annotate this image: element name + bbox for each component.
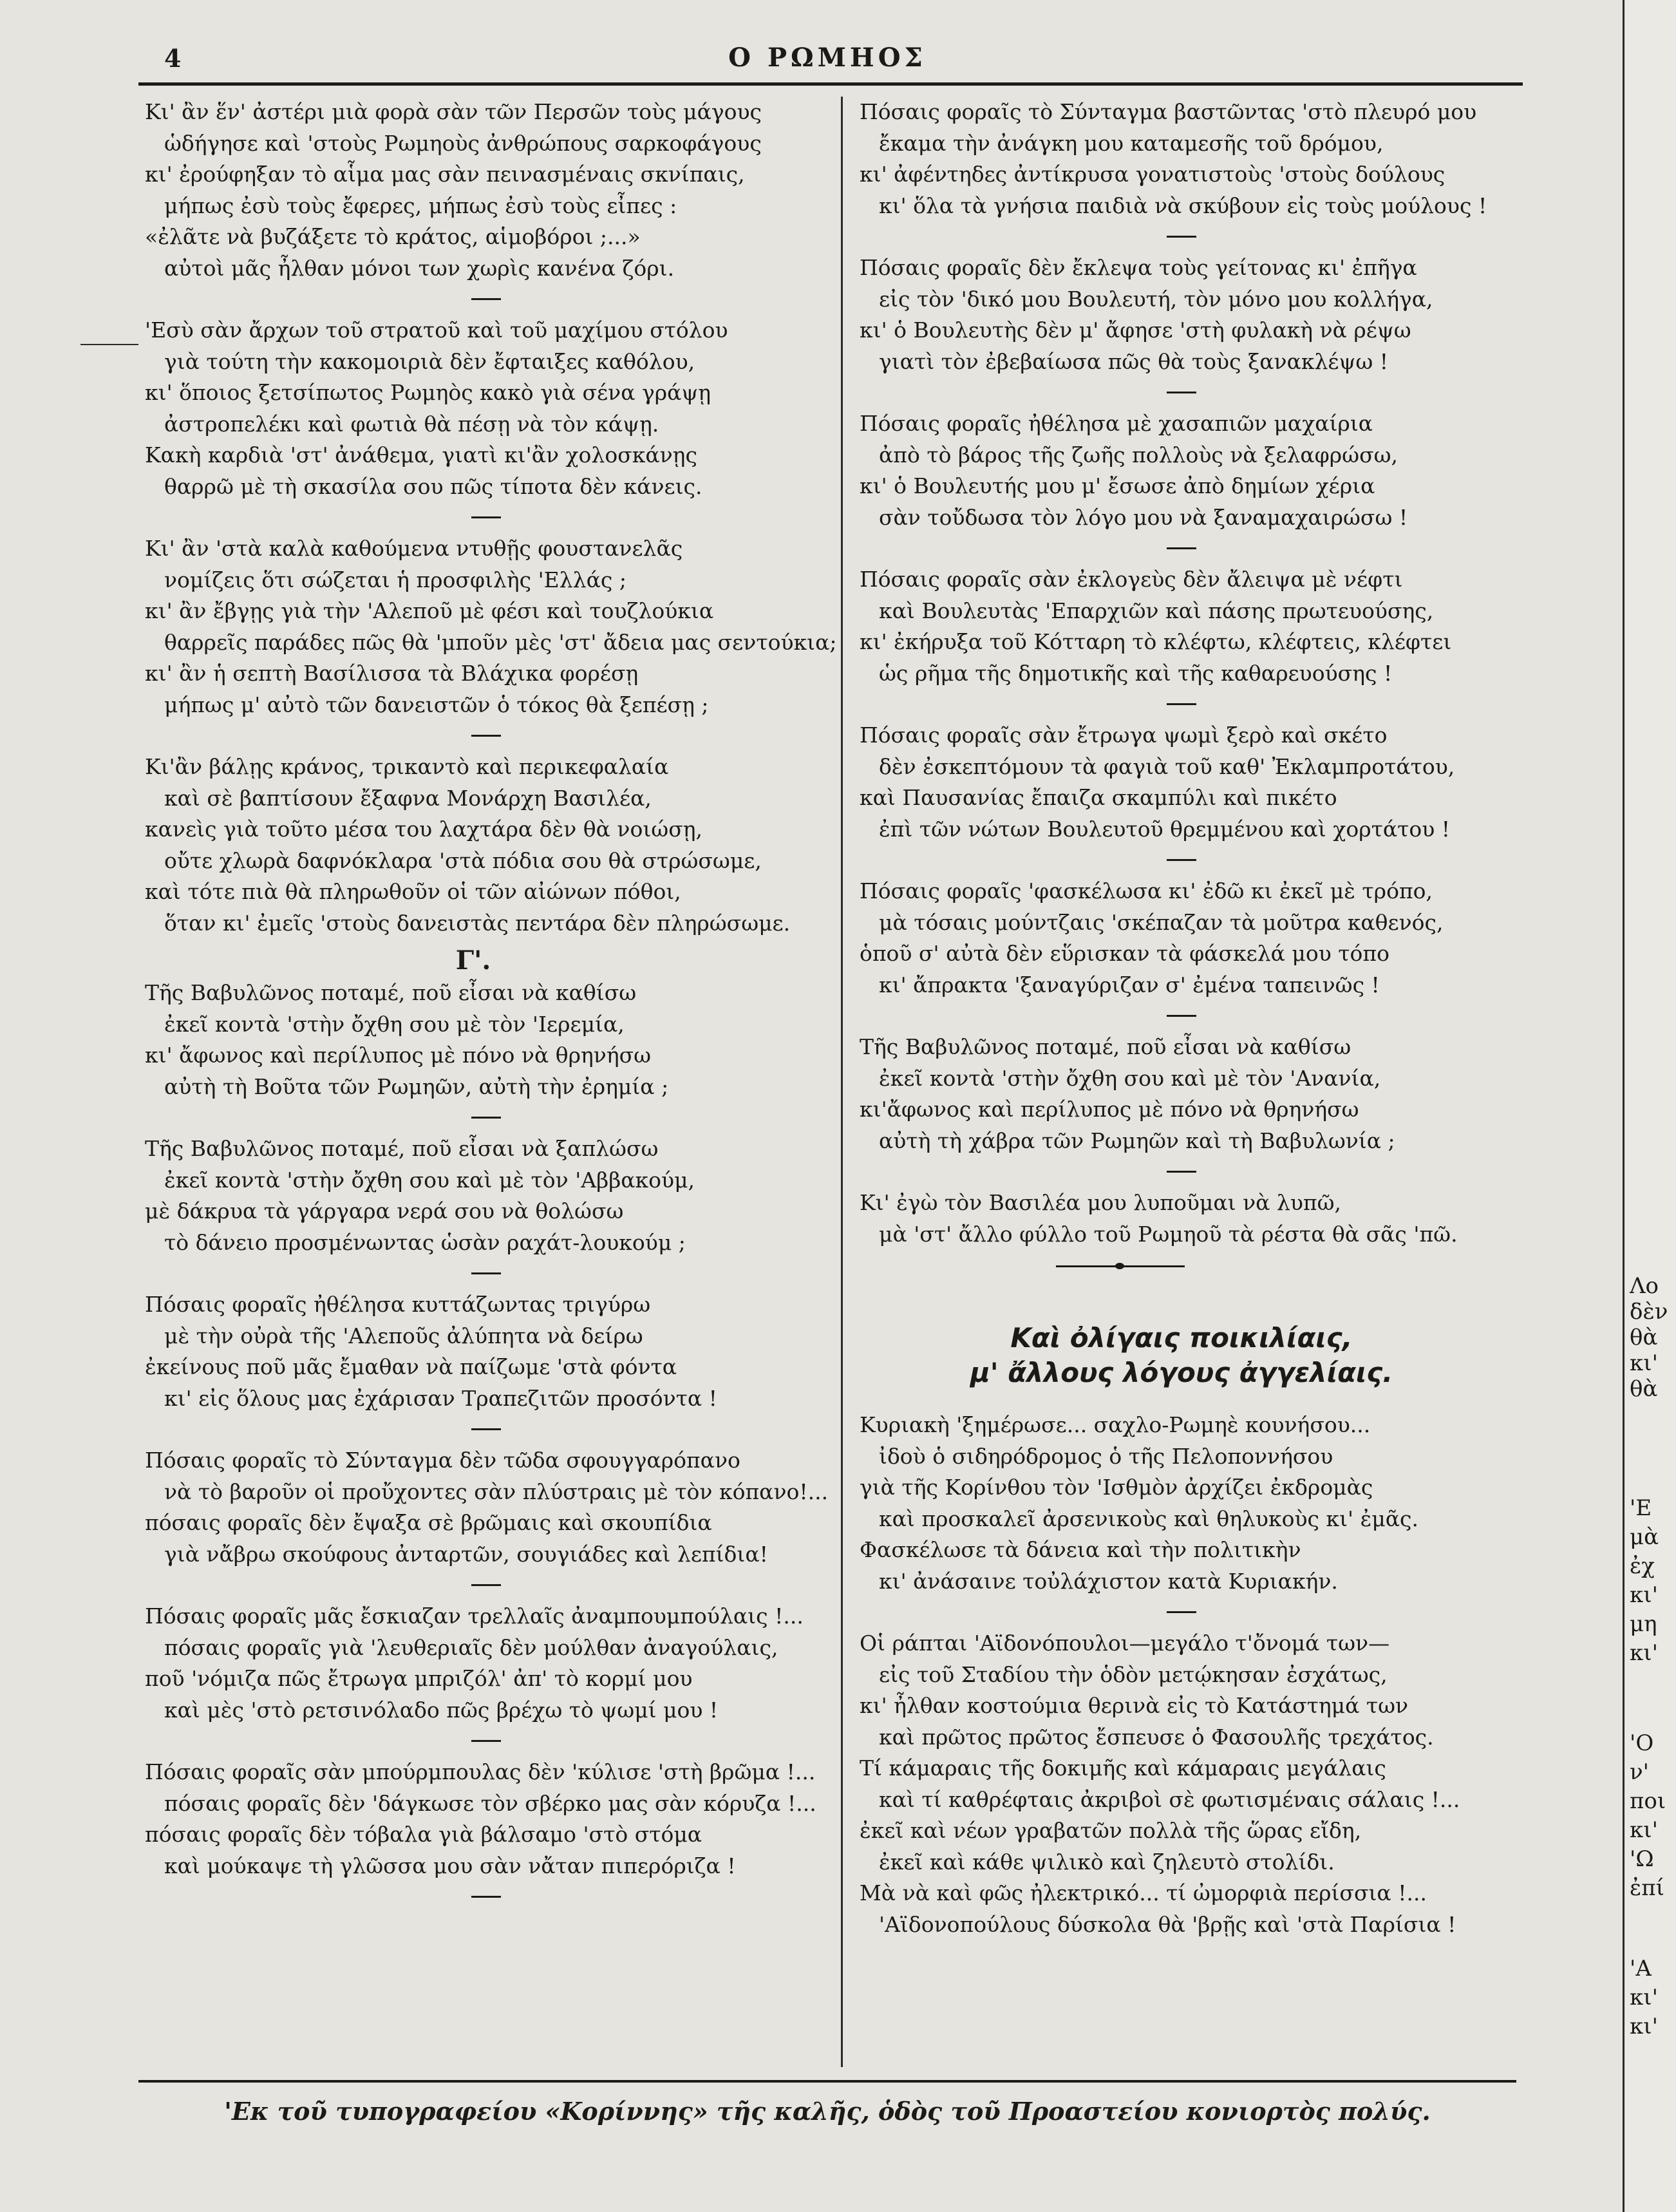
adjacent-text-fragment: ν' xyxy=(1630,1759,1650,1785)
adjacent-text-fragment: θὰ xyxy=(1630,1325,1658,1350)
verse-line: κι' ἦλθαν κοστούμια θερινὰ εἰς τὸ Κατάστημά των xyxy=(860,1693,1409,1718)
verse-line: Κι' ἐγὼ τὸν Βασιλέα μου λυποῦμαι νὰ λυπῶ, xyxy=(860,1190,1341,1215)
verse-line: κι' εἰς ὅλους μας ἐχάρισαν Τραπεζιτῶν προσόντα ! xyxy=(164,1385,717,1411)
verse-line: εἰς τὸν 'δικό μου Βουλευτή, τὸν μόνο μου κολλήγα, xyxy=(879,286,1433,312)
verse-line: Πόσαις φοραῖς σὰν ἐκλογεὺς δὲν ἄλειψα μὲ νέφτι xyxy=(860,567,1403,592)
verse-line: ἐκεῖ καὶ κάθε ψιλικὸ καὶ ζηλευτὸ στολίδι. xyxy=(879,1849,1335,1875)
verse-line: 'Αϊδονοπούλους δύσκολα θὰ 'βρῇς καὶ 'στὰ Παρίσια ! xyxy=(879,1911,1456,1937)
verse-line: ἐπὶ τῶν νώτων Βουλευτοῦ θρεμμένου καὶ χορτάτου ! xyxy=(879,816,1451,842)
stanza-separator xyxy=(145,284,827,315)
verse-line: πόσαις φοραῖς δὲν τόβαλα γιὰ βάλσαμο 'στὸ στόμα xyxy=(145,1822,702,1847)
stanza xyxy=(145,1601,827,1726)
verse-line: καὶ προσκαλεῖ ἀρσενικοὺς καὶ θηλυκοὺς κι' ἐμᾶς. xyxy=(879,1506,1419,1531)
stanza-separator xyxy=(145,721,827,752)
verse-line: πόσαις φοραῖς δὲν ἔψαξα σὲ βρῶμαις καὶ σκουπίδια xyxy=(145,1510,712,1535)
stanza xyxy=(860,720,1503,845)
verse-line: γιατὶ τὸν ἐβεβαίωσα πῶς θὰ τοὺς ξανακλέψω ! xyxy=(879,348,1389,374)
verse-line: ἐκεῖ κοντὰ 'στὴν ὄχθη σου καὶ μὲ τὸν 'Αββακούμ, xyxy=(164,1167,695,1193)
stanza xyxy=(145,97,827,284)
verse-line: αὐτοὶ μᾶς ἦλθαν μόνοι των χωρὶς κανένα ζόρι. xyxy=(164,255,675,281)
page-number: 4 xyxy=(164,44,182,73)
stanza-separator xyxy=(145,1882,827,1913)
stanza-separator xyxy=(860,222,1503,252)
page-header xyxy=(138,40,1516,85)
stanza-separator xyxy=(860,689,1503,720)
verse-line: Κι' ἂν ἕν' ἀστέρι μιὰ φορὰ σὰν τῶν Περσῶν τοὺς μάγους xyxy=(145,99,762,124)
verse-line: κι' ἀνάσαινε τοὐλάχιστον κατὰ Κυριακήν. xyxy=(879,1568,1338,1594)
adjacent-text-fragment: κι' xyxy=(1630,1817,1658,1843)
stanza-separator xyxy=(145,1258,827,1289)
stanza xyxy=(145,1289,827,1414)
verse-line: Πόσαις φοραῖς ἠθέλησα κυττάζωντας τριγύρω xyxy=(145,1292,651,1317)
verse-line: τὸ δάνειο προσμένωντας ὡσὰν ραχάτ-λουκούμ ; xyxy=(164,1229,686,1255)
verse-line: καὶ πρῶτος πρῶτος ἔσπευσε ὁ Φασουλῆς τρεχάτος. xyxy=(879,1724,1434,1750)
verse-line: κι' ὁ Βουλευτὴς δὲν μ' ἄφησε 'στὴ φυλακὴ νὰ ρέψω xyxy=(860,317,1411,343)
stanza-separator xyxy=(860,1597,1503,1628)
announcement xyxy=(860,1628,1503,1940)
verse-line: Οἱ ράπται 'Αϊδονόπουλοι—μεγάλο τ'ὄνομά των— xyxy=(860,1631,1390,1656)
verse-line: Κυριακὴ 'ξημέρωσε... σαχλο-Ρωμηὲ κουνήσου... xyxy=(860,1412,1371,1437)
verse-line: Μὰ νὰ καὶ φῶς ἠλεκτρικό... τί ὠμορφιὰ περίσσια !... xyxy=(860,1880,1427,1905)
verse-line: κι' ὁ Βουλευτής μου μ' ἔσωσε ἀπὸ δημίων χέρια xyxy=(860,473,1375,498)
ornamental-divider xyxy=(860,1250,1503,1295)
verse-line: νὰ τὸ βαροῦν οἱ προὔχοντες σὰν πλύστραις μὲ τὸν κόπανο!... xyxy=(164,1479,829,1504)
verse-line: νομίζεις ὅτι σώζεται ἡ προσφιλὴς 'Ελλάς ; xyxy=(164,567,626,592)
announcements-heading: Καὶ ὀλίγαις ποικιλίαις, xyxy=(1010,1322,1353,1354)
verse-line: καὶ τί καθρέφταις ἀκριβοὶ σὲ φωτισμέναις σάλαις !... xyxy=(879,1786,1460,1812)
verse-line: μὰ 'στ' ἄλλο φύλλο τοῦ Ρωμηοῦ τὰ ρέστα θὰ σᾶς 'πῶ. xyxy=(879,1221,1458,1247)
stanza xyxy=(145,1757,827,1882)
verse-line: Πόσαις φοραῖς τὸ Σύνταγμα βαστῶντας 'στὸ πλευρό μου xyxy=(860,99,1477,124)
verse-line: ὡς ρῆμα τῆς δημοτικῆς καὶ τῆς καθαρευούσης ! xyxy=(879,660,1393,686)
stanza xyxy=(145,752,827,939)
adjacent-text-fragment: Λο xyxy=(1630,1273,1659,1299)
adjacent-text-fragment: 'Α xyxy=(1630,1956,1652,1981)
stanza-separator xyxy=(145,1414,827,1445)
verse-line: οὔτε χλωρὰ δαφνόκλαρα 'στὰ πόδια σου θὰ στρώσωμε, xyxy=(164,847,762,873)
verse-line: ὅταν κι' ἐμεῖς 'στοὺς δανειστὰς πεντάρα δὲν πληρώσωμε. xyxy=(164,910,791,936)
verse-line: Τῆς Βαβυλῶνος ποταμέ, ποῦ εἶσαι νὰ ξαπλώσω xyxy=(145,1136,659,1161)
stanza xyxy=(145,1445,827,1570)
stanza-separator xyxy=(145,1102,827,1133)
stanza-separator xyxy=(145,1570,827,1601)
right-column xyxy=(860,97,1503,1940)
verse-line: ἔκαμα τὴν ἀνάγκη μου καταμεσῆς τοῦ δρόμου, xyxy=(879,130,1384,156)
verse-line: κι' ἂν ἔβγῃς γιὰ τὴν 'Αλεποῦ μὲ φέσι καὶ τουζλούκια xyxy=(145,598,714,623)
verse-line: πόσαις φοραῖς δὲν 'δάγκωσε τὸν σβέρκο μας σὰν κόρυζα !... xyxy=(164,1790,816,1816)
verse-line: Πόσαις φοραῖς τὸ Σύνταγμα δὲν τῶδα σφουγγαρόπανο xyxy=(145,1448,740,1473)
verse-line: κι' ἄπρακτα 'ξαναγύριζαν σ' ἐμένα ταπεινῶς ! xyxy=(879,972,1380,997)
stanza xyxy=(860,876,1503,1001)
adjacent-text-fragment: 'Ε xyxy=(1630,1495,1652,1521)
verse-line: καὶ Βουλευτὰς 'Επαρχιῶν καὶ πάσης πρωτευούσης, xyxy=(879,598,1434,623)
stanza xyxy=(860,408,1503,533)
verse-line: ἀστροπελέκι καὶ φωτιὰ θὰ πέσῃ νὰ τὸν κάψῃ. xyxy=(164,411,659,437)
verse-line: «ἐλᾶτε νὰ βυζάξετε τὸ κράτος, αἱμοβόροι ;...» xyxy=(145,224,641,249)
verse-line: εἰς τοῦ Σταδίου τὴν ὁδὸν μετῴκησαν ἐσχάτως, xyxy=(879,1661,1388,1687)
verse-line: ὁποῦ σ' αὐτὰ δὲν εὕρισκαν τὰ φάσκελά μου τόπο xyxy=(860,941,1389,966)
column-divider xyxy=(841,97,843,2067)
adjacent-text-fragment: δὲν xyxy=(1630,1299,1668,1325)
verse-line: γιὰ τῆς Κορίνθου τὸν 'Ισθμὸν ἀρχίζει ἐκδρομὰς xyxy=(860,1475,1373,1500)
adjacent-text-fragment: ἐπί xyxy=(1630,1875,1664,1901)
stanza xyxy=(145,978,827,1102)
verse-line: Φασκέλωσε τὰ δάνεια καὶ τὴν πολιτικὴν xyxy=(860,1537,1301,1562)
stanza xyxy=(145,315,827,502)
verse-line: Πόσαις φοραῖς 'φασκέλωσα κι' ἐδῶ κι ἐκεῖ μὲ τρόπο, xyxy=(860,878,1433,903)
stanza-separator xyxy=(860,1157,1503,1187)
adjacent-text-fragment: 'Ω xyxy=(1630,1846,1654,1872)
stanza-separator xyxy=(145,1726,827,1757)
stanza xyxy=(860,97,1503,222)
left-column xyxy=(145,97,837,1913)
verse-line: κι' ὅποιος ξετσίπωτος Ρωμηὸς κακὸ γιὰ σένα γράψῃ xyxy=(145,380,711,405)
verse-line: κι' ἂν ἡ σεπτὴ Βασίλισσα τὰ Βλάχικα φορέσῃ xyxy=(145,661,639,686)
adjacent-text-fragment: μη xyxy=(1630,1611,1657,1637)
verse-line: καὶ σὲ βαπτίσουν ἔξαφνα Μονάρχη Βασιλέα, xyxy=(164,785,652,811)
verse-line: καὶ Παυσανίας ἔπαιζα σκαμπύλι καὶ πικέτο xyxy=(860,785,1337,810)
verse-line: ἐκεῖ κοντὰ 'στὴν ὄχθη σου καὶ μὲ τὸν 'Ανανία, xyxy=(879,1065,1381,1091)
verse-line: σὰν τοὔδωσα τὸν λόγο μου νὰ ξαναμαχαιρώσω ! xyxy=(879,504,1408,530)
verse-line: δὲν ἐσκεπτόμουν τὰ φαγιὰ τοῦ καθ' Ἐκλαμπροτάτου, xyxy=(879,753,1455,779)
verse-line: ποῦ 'νόμιζα πῶς ἔτρωγα μπριζόλ' ἀπ' τὸ κορμί μου xyxy=(145,1666,693,1691)
verse-line: 'Εσὺ σὰν ἄρχων τοῦ στρατοῦ καὶ τοῦ μαχίμου στόλου xyxy=(145,317,728,343)
verse-line: κανεὶς γιὰ τοῦτο μέσα του λαχτάρα δὲν θὰ νοιώσῃ, xyxy=(145,817,702,842)
stanza-separator xyxy=(145,502,827,533)
adjacent-page-strip xyxy=(1623,0,1676,2212)
verse-line: κι' ἄφωνος καὶ περίλυπος μὲ πόνο νὰ θρηνήσω xyxy=(145,1043,652,1068)
stanza xyxy=(860,252,1503,377)
adjacent-text-fragment: θὰ xyxy=(1630,1376,1658,1402)
stanza xyxy=(860,1187,1503,1250)
verse-line: Τί κάμαραις τῆς δοκιμῆς καὶ κάμαραις μεγάλαις xyxy=(860,1755,1386,1781)
verse-line: Τῆς Βαβυλῶνος ποταμέ, ποῦ εἶσαι νὰ καθίσω xyxy=(145,980,637,1005)
announcement xyxy=(860,1410,1503,1597)
verse-line: κι' ὅλα τὰ γνήσια παιδιὰ νὰ σκύβουν εἰς τοὺς μούλους ! xyxy=(879,193,1487,218)
announcements-heading-subtitle: μ' ἄλλους λόγους ἀγγελίαις. xyxy=(970,1357,1393,1388)
stanza xyxy=(860,564,1503,689)
verse-line: καὶ τότε πιὰ θὰ πληρωθοῦν οἱ τῶν αἰώνων πόθοι, xyxy=(145,879,681,904)
verse-line: Πόσαις φοραῖς ἠθέλησα μὲ χασαπιῶν μαχαίρια xyxy=(860,411,1373,436)
verse-line: μήπως μ' αὐτὸ τῶν δανειστῶν ὁ τόκος θὰ ξεπέσῃ ; xyxy=(164,692,709,717)
adjacent-text-fragment: 'Ο xyxy=(1630,1730,1654,1756)
section-heading: Γ'. xyxy=(455,945,491,976)
adjacent-text-fragment: κι' xyxy=(1630,1985,1658,2010)
margin-rule xyxy=(80,344,138,345)
adjacent-text-fragment: ἐχ xyxy=(1630,1553,1655,1579)
verse-line: αὐτὴ τὴ χάβρα τῶν Ρωμηῶν καὶ τὴ Βαβυλωνία ; xyxy=(879,1128,1395,1153)
stanza-separator xyxy=(860,1001,1503,1032)
verse-line: πόσαις φοραῖς γιὰ 'λευθεριαῖς δὲν μούλθαν ἀναγούλαις, xyxy=(164,1634,778,1660)
stanza xyxy=(145,533,837,721)
verse-line: μὰ τόσαις μούντζαις 'σκέπαζαν τὰ μοῦτρα καθενός, xyxy=(879,909,1444,935)
adjacent-text-fragment: κι' xyxy=(1630,1582,1658,1608)
verse-line: ἀπὸ τὸ βάρος τῆς ζωῆς πολλοὺς νὰ ξελαφρώσω, xyxy=(879,442,1398,468)
stanza xyxy=(860,1032,1503,1157)
verse-line: κι' ἐρούφηξαν τὸ αἷμα μας σὰν πεινασμέναις σκνίπαις, xyxy=(145,162,745,187)
printer-colophon: 'Εκ τοῦ τυπογραφείου «Κορίννης» τῆς καλῆς, ὁδὸς τοῦ Προαστείου κονιορτὸς πολύς. xyxy=(224,2097,1431,2126)
verse-line: Κακὴ καρδιὰ 'στ' ἀνάθεμα, γιατὶ κι'ἂν χολοσκάνῃς xyxy=(145,442,697,468)
verse-line: Πόσαις φοραῖς σὰν μπούρμπουλας δὲν 'κύλισε 'στὴ βρῶμα !... xyxy=(145,1759,816,1784)
verse-line: ἐκεῖ κοντὰ 'στὴν ὄχθη σου μὲ τὸν 'Ιερεμία, xyxy=(164,1011,625,1037)
verse-line: ἐκείνους ποῦ μᾶς ἔμαθαν νὰ παίζωμε 'στὰ φόντα xyxy=(145,1354,677,1379)
verse-line: κι' ἀφέντηδες ἀντίκρυσα γονατιστοὺς 'στοὺς δούλους xyxy=(860,162,1445,187)
adjacent-text-fragment: ποι xyxy=(1630,1788,1666,1814)
verse-line: αὐτὴ τὴ Βοῦτα τῶν Ρωμηῶν, αὐτὴ τὴν ἐρημία ; xyxy=(164,1073,669,1099)
verse-line: Πόσαις φοραῖς σὰν ἔτρωγα ψωμὶ ξερὸ καὶ σκέτο xyxy=(860,723,1388,748)
verse-line: θαρρεῖς παράδες πῶς θὰ 'μποῦν μὲς 'στ' ἄδεια μας σεντούκια; xyxy=(164,629,837,655)
verse-line: μὲ δάκρυα τὰ γάργαρα νερά σου νὰ θολώσω xyxy=(145,1198,624,1224)
verse-line: καὶ μὲς 'στὸ ρετσινόλαδο πῶς βρέχω τὸ ψωμί μου ! xyxy=(164,1697,719,1723)
verse-line: κι' ἐκήρυξα τοῦ Κότταρη τὸ κλέφτω, κλέφτεις, κλέφτει xyxy=(860,629,1452,654)
verse-line: Κι' ἂν 'στὰ καλὰ καθούμενα ντυθῇς φουστανελᾶς xyxy=(145,536,683,561)
adjacent-text-fragment: κι' xyxy=(1630,1640,1658,1666)
verse-line: ἰδοὺ ὁ σιδηρόδρομος ὁ τῆς Πελοποννήσου xyxy=(879,1443,1333,1469)
verse-line: θαρρῶ μὲ τὴ σκασίλα σου πῶς τίποτα δὲν κάνεις. xyxy=(164,473,702,499)
verse-line: γιὰ νἄβρω σκούφους ἀνταρτῶν, σουγιάδες καὶ λεπίδια! xyxy=(164,1541,768,1567)
verse-line: κι'ἄφωνος καὶ περίλυπος μὲ πόνο νὰ θρηνήσω xyxy=(860,1097,1359,1122)
verse-line: Τῆς Βαβυλῶνος ποταμέ, ποῦ εἶσαι νὰ καθίσω xyxy=(860,1034,1351,1059)
adjacent-text-fragment: μὰ xyxy=(1630,1524,1659,1550)
footer-rule xyxy=(138,2080,1516,2083)
verse-line: Κι'ἂν βάλῃς κράνος, τρικαντὸ καὶ περικεφαλαία xyxy=(145,754,669,779)
verse-line: γιὰ τούτη τὴν κακομοιριὰ δὲν ἔφταιξες καθόλου, xyxy=(164,348,695,374)
verse-line: Πόσαις φοραῖς μᾶς ἔσκιαζαν τρελλαῖς ἀναμπουμπούλαις !... xyxy=(145,1603,804,1629)
verse-line: ἐκεῖ καὶ νέων γραβατῶν πολλὰ τῆς ὥρας εἴδη, xyxy=(860,1818,1362,1843)
stanza-separator xyxy=(860,533,1503,564)
verse-line: ὡδήγησε καὶ 'στοὺς Ρωμηοὺς ἀνθρώπους σαρκοφάγους xyxy=(164,130,762,156)
adjacent-text-fragment: κι' xyxy=(1630,1350,1658,1376)
adjacent-text-fragment: κι' xyxy=(1630,2014,1658,2039)
verse-line: μήπως ἐσὺ τοὺς ἔφερες, μήπως ἐσὺ τοὺς εἶπες : xyxy=(164,193,677,218)
verse-line: μὲ τὴν οὐρὰ τῆς 'Αλεποῦς ἀλύπητα νὰ δείρω xyxy=(164,1323,643,1348)
stanza-separator xyxy=(860,845,1503,876)
stanza xyxy=(145,1133,827,1258)
verse-line: Πόσαις φοραῖς δὲν ἔκλεψα τοὺς γείτονας κι' ἐπῆγα xyxy=(860,255,1417,280)
verse-line: καὶ μούκαψε τὴ γλῶσσα μου σὰν νἄταν πιπερόριζα ! xyxy=(164,1853,736,1878)
header-rule xyxy=(138,82,1523,86)
masthead-title: Ο ΡΩΜΗΟΣ xyxy=(728,43,927,73)
stanza-separator xyxy=(860,377,1503,408)
